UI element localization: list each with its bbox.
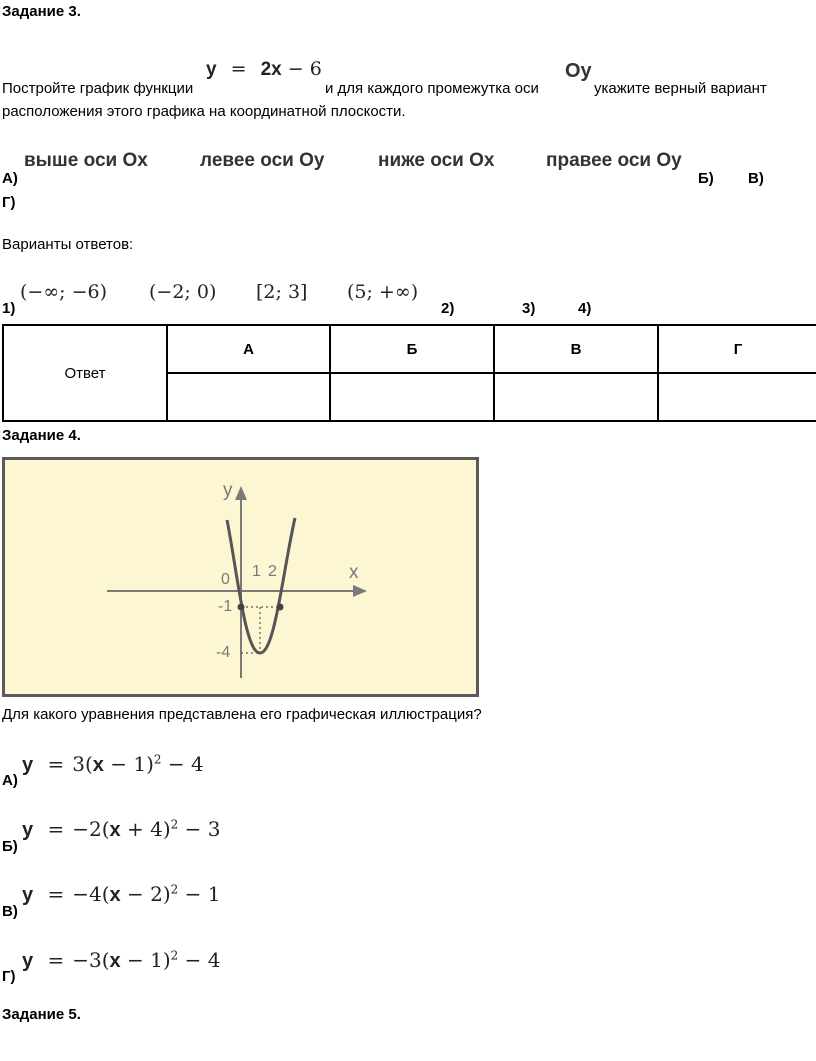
option-v-post: − 2) bbox=[120, 882, 171, 906]
task3-axis-name: Oy bbox=[565, 60, 592, 82]
interval-number-4: 4) bbox=[578, 300, 592, 317]
function-y: y bbox=[206, 59, 217, 80]
interval-3: [2; 3] bbox=[256, 281, 308, 303]
option-b-y: y bbox=[22, 819, 34, 841]
option-g-exp: 2 bbox=[170, 948, 179, 963]
y-tick-minus4: -4 bbox=[216, 644, 231, 661]
answer-header-b: Б bbox=[330, 325, 494, 373]
option-g-x: x bbox=[109, 950, 121, 972]
interval-4: (5; +∞) bbox=[347, 281, 419, 303]
option-letter-g: Г) bbox=[2, 968, 16, 985]
option-b-exp: 2 bbox=[170, 817, 179, 832]
x-tick-1: 1 bbox=[252, 563, 261, 580]
position-option-2: левее оси Oy bbox=[200, 150, 325, 171]
option-v-eq: = bbox=[47, 882, 65, 906]
interval-2: (−2; 0) bbox=[149, 281, 217, 303]
option-a-exp: 2 bbox=[153, 752, 162, 767]
answer-header-v: В bbox=[494, 325, 658, 373]
option-b-post: + 4) bbox=[120, 817, 171, 841]
option-b-x: x bbox=[109, 819, 121, 841]
point-2-minus1 bbox=[277, 604, 284, 611]
position-letter-a: А) bbox=[2, 170, 18, 187]
answer-cell-v[interactable] bbox=[494, 373, 658, 421]
parabola-svg bbox=[5, 460, 476, 694]
task4-question: Для какого уравнения представлена его графическая иллюстрация? bbox=[2, 706, 482, 723]
x-axis-arrow bbox=[353, 585, 367, 597]
option-b-eq: = bbox=[47, 817, 65, 841]
answer-cell-g[interactable] bbox=[658, 373, 816, 421]
answer-cell-a[interactable] bbox=[167, 373, 330, 421]
interval-number-1: 1) bbox=[2, 300, 16, 317]
equation-option-v bbox=[22, 882, 221, 907]
task3-prompt-line2: расположения этого графика на координатной плоскости. bbox=[2, 103, 406, 120]
equation-option-b bbox=[22, 817, 221, 842]
option-v-tail: − 1 bbox=[178, 882, 221, 906]
option-b-tail: − 3 bbox=[178, 817, 221, 841]
task3-title: Задание 3. bbox=[2, 3, 81, 20]
option-g-post: − 1) bbox=[120, 948, 171, 972]
task5-title: Задание 5. bbox=[2, 1006, 81, 1023]
option-a-x: x bbox=[92, 754, 104, 776]
option-g-eq: = bbox=[47, 948, 65, 972]
equation-option-g bbox=[22, 948, 221, 973]
option-v-pre: −4( bbox=[72, 882, 110, 906]
interval-1: (−∞; −6) bbox=[20, 281, 108, 303]
point-0-minus1 bbox=[238, 604, 245, 611]
parabola-graph bbox=[2, 457, 479, 697]
task3-prompt-part1: Постройте график функции bbox=[2, 80, 194, 97]
function-rhs-var: 2x bbox=[260, 59, 282, 80]
option-v-y: y bbox=[22, 884, 34, 906]
task3-prompt-part2: и для каждого промежутка оси bbox=[325, 80, 539, 97]
function-eq: = bbox=[230, 58, 247, 80]
position-option-1: выше оси Ox bbox=[24, 150, 148, 171]
answer-table bbox=[2, 324, 816, 422]
y-axis-arrow bbox=[235, 486, 247, 500]
option-b-pre: −2( bbox=[72, 817, 110, 841]
option-v-x: x bbox=[109, 884, 121, 906]
x-tick-2: 2 bbox=[268, 563, 277, 580]
option-a-tail: − 4 bbox=[161, 752, 204, 776]
variants-label: Варианты ответов: bbox=[2, 236, 134, 253]
option-letter-v: В) bbox=[2, 903, 18, 920]
interval-number-2: 2) bbox=[441, 300, 455, 317]
task3-prompt-part3: укажите верный вариант bbox=[594, 80, 767, 97]
function-rhs-rest: − 6 bbox=[287, 58, 322, 80]
answer-header-a: А bbox=[167, 325, 330, 373]
position-option-3: ниже оси Ox bbox=[378, 150, 495, 171]
option-g-pre: −3( bbox=[72, 948, 110, 972]
position-letter-v: В) bbox=[748, 170, 764, 187]
x-axis-label: x bbox=[349, 562, 359, 583]
option-v-exp: 2 bbox=[170, 882, 179, 897]
option-letter-a: А) bbox=[2, 772, 18, 789]
option-g-y: y bbox=[22, 950, 34, 972]
option-a-post: − 1) bbox=[103, 752, 154, 776]
parabola-curve bbox=[227, 518, 295, 653]
option-a-eq: = bbox=[47, 752, 65, 776]
option-a-pre: 3( bbox=[72, 752, 93, 776]
option-letter-b: Б) bbox=[2, 838, 18, 855]
task3-function-formula bbox=[206, 58, 322, 81]
option-a-y: y bbox=[22, 754, 34, 776]
origin-label: 0 bbox=[221, 571, 230, 588]
answer-cell-b[interactable] bbox=[330, 373, 494, 421]
position-option-4: правее оси Oy bbox=[546, 150, 682, 171]
answer-header-g: Г bbox=[658, 325, 816, 373]
equation-option-a bbox=[22, 752, 204, 777]
interval-number-3: 3) bbox=[522, 300, 536, 317]
position-letter-g: Г) bbox=[2, 194, 16, 211]
answer-row-label: Ответ bbox=[3, 325, 167, 421]
y-tick-minus1: -1 bbox=[218, 598, 233, 615]
position-letter-b: Б) bbox=[698, 170, 714, 187]
option-g-tail: − 4 bbox=[178, 948, 221, 972]
task4-title: Задание 4. bbox=[2, 427, 81, 444]
y-axis-label: y bbox=[223, 480, 233, 501]
